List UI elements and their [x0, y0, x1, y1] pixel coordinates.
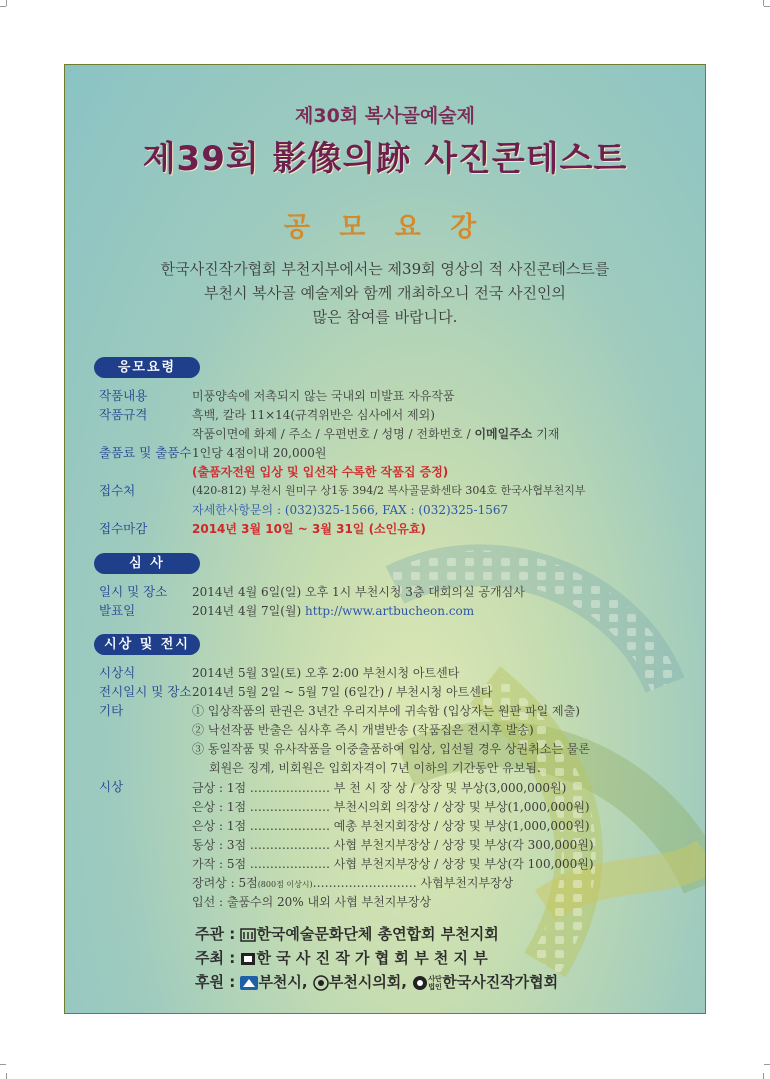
prize-rank: 장려상 : 5점	[192, 876, 258, 890]
guidelines-heading: 공 모 요 강	[283, 212, 487, 243]
exhibit-label: 전시일시 및 장소	[99, 684, 192, 699]
host-label: 주관 :	[195, 925, 241, 943]
fee-label: 출품료 및 출품수	[99, 445, 192, 460]
host-value: 한국예술문화단체 총연합회 부천지회	[256, 925, 499, 943]
crop-mark	[6, 1073, 15, 1079]
prize-detail: 부천시의회 의장상 / 상장 및 부상(1,000,000원)	[329, 800, 590, 814]
exhibit-value: 2014년 5월 2일 ~ 5월 7일 (6일간) / 부천시청 아트센타	[192, 685, 493, 699]
spec-label: 작품규격	[99, 407, 148, 422]
prize-detail: 예총 부천지회장상 / 상장 및 부상(1,000,000원)	[329, 819, 590, 833]
crop-mark	[6, 0, 15, 6]
city-council-logo-icon	[313, 975, 329, 991]
intro-line: 부천시 복사골 예술제와 함께 개최하오니 전국 사진인의	[204, 284, 566, 302]
support-association: 한국사진작가협회	[442, 973, 559, 991]
crop-mark	[764, 6, 770, 15]
prize-label: 시상	[99, 779, 124, 794]
intro-paragraph	[65, 257, 705, 329]
announce-date: 2014년 4월 7일(월)	[192, 604, 305, 618]
review-date-value: 2014년 4월 6일(일) 오후 1시 부천시청 3층 대회의실 공개심사	[192, 585, 525, 599]
contest-poster	[64, 64, 706, 1014]
prize-silver-1: 은상 : 1점 ‥‥‥‥‥‥‥‥‥‥ 부천시의회 의장상 / 상장 및 부상(1,000,000원)	[192, 800, 590, 814]
deadline-value: 2014년 3월 10일 ~ 3월 31일 (소인유효)	[192, 522, 426, 536]
crop-mark	[0, 1064, 6, 1073]
fee-value: 1인당 4점이내 20,000원	[192, 446, 327, 460]
prize-detail: 사협 부천지부장상 / 상장 및 부상(각 100,000원)	[329, 857, 594, 871]
section-application-badge: 응모요령	[94, 357, 200, 378]
back-info-value	[192, 426, 559, 442]
etc-item: 회원은 징계, 비회원은 입회자격이 7년 이하의 기간동안 유보됨.	[209, 761, 541, 775]
review-date-label: 일시 및 장소	[99, 584, 168, 599]
fee-note: (출품자전원 입상 및 입선작 수록한 작품집 증정)	[192, 465, 449, 479]
ceremony-value: 2014년 5월 3일(토) 오후 2:00 부천시청 아트센타	[192, 666, 460, 680]
content-label: 작품내용	[99, 388, 148, 403]
prize-detail: 사협 부천지부장상 / 상장 및 부상(각 300,000원)	[329, 838, 594, 852]
etc-item: ② 낙선작품 반출은 심사후 즉시 개별반송 (작품집은 전시후 발송)	[192, 723, 534, 737]
bucheon-city-logo-icon	[240, 975, 258, 991]
crop-mark	[764, 1064, 770, 1073]
etc-item: ③ 동일작품 및 유사작품을 이중출품하여 입상, 입선될 경우 상권취소는 물론	[192, 742, 590, 756]
spec-value: 흑백, 칼라 11×14(규격위반은 심사에서 제외)	[192, 408, 435, 422]
organizer-value: 한 국 사 진 작 가 협 회 부 천 지 부	[256, 949, 488, 967]
etc-item: ① 입상작품의 판권은 3년간 우리지부에 귀속함 (입상자는 원판 파일 제출)	[192, 704, 580, 718]
host-line	[195, 923, 499, 944]
prize-rank: 동상 : 3점	[192, 838, 250, 852]
prize-rank: 은상 : 1점	[192, 819, 250, 833]
back-info-text: 작품이면에 화제 / 주소 / 우편번호 / 성명 / 전화번호 /	[192, 427, 475, 441]
prize-note: (800점 이상시)	[257, 880, 313, 889]
ceremony-label: 시상식	[99, 665, 136, 680]
deadline-label: 접수마감	[99, 521, 148, 536]
prize-rank: 금상 : 1점	[192, 781, 250, 795]
photo-association-logo-icon	[240, 951, 256, 967]
place-value: (420-812) 부천시 원미구 상1동 394/2 복사골문화센타 304호 한국사협부천지부	[192, 484, 586, 497]
support-line	[195, 971, 558, 992]
organizer-label: 주최 :	[195, 949, 241, 967]
crop-mark	[755, 0, 764, 6]
association-emblem-icon	[412, 975, 428, 991]
festival-subtitle: 제30회 복사골예술제	[295, 105, 475, 127]
prize-silver-2: 은상 : 1점 ‥‥‥‥‥‥‥‥‥‥ 예총 부천지회장상 / 상장 및 부상(1,000,000원)	[192, 819, 590, 833]
email-emphasis: 이메일주소	[474, 427, 533, 441]
intro-line: 많은 참여를 바랍니다.	[312, 308, 458, 326]
prize-honorable: 가작 : 5점 ‥‥‥‥‥‥‥‥‥‥ 사협 부천지부장상 / 상장 및 부상(각 100,000원)	[192, 857, 594, 871]
prize-rank: 은상 : 1점	[192, 800, 250, 814]
support-bucheon-city: 부천시,	[258, 973, 313, 991]
yechong-logo-icon	[240, 927, 256, 943]
prize-bronze: 동상 : 3점 ‥‥‥‥‥‥‥‥‥‥ 사협 부천지부장상 / 상장 및 부상(각 300,000원)	[192, 838, 594, 852]
announce-label: 발표일	[99, 603, 136, 618]
section-review-badge: 심 사	[94, 553, 200, 574]
organizer-line	[195, 947, 488, 968]
inquiry-text: 자세한사항문의 : (032)325-1566, FAX : (032)325-1567	[192, 503, 509, 517]
prize-detail: 사협부천지부장상	[416, 876, 514, 890]
etc-label: 기타	[99, 703, 124, 718]
corporation-tag: 사단 법인	[428, 974, 442, 991]
announce-value	[192, 603, 474, 619]
back-info-suffix: 기재	[532, 427, 560, 441]
prize-encouragement: 장려상 : 5점(800점 이상시)‥‥‥‥‥‥‥‥‥‥‥‥‥ 사협부천지부장상	[192, 876, 514, 890]
intro-line: 한국사진작가협회 부천지부에서는 제39회 영상의 적 사진콘테스트를	[160, 260, 610, 278]
prize-gold: 금상 : 1점 ‥‥‥‥‥‥‥‥‥‥ 부 천 시 장 상 / 상장 및 부상(3,000,000원)	[192, 781, 567, 795]
support-label: 후원 :	[195, 973, 241, 991]
contest-title: 제39회 影像의跡 사진콘테스트	[142, 139, 628, 179]
prize-selected: 입선 : 출품수의 20% 내외 사협 부천지부장상	[192, 895, 432, 909]
crop-mark	[755, 1073, 764, 1079]
website-link[interactable]: http://www.artbucheon.com	[304, 604, 475, 618]
crop-mark	[0, 6, 6, 15]
place-label: 접수처	[99, 483, 136, 498]
section-awards-badge: 시상 및 전시	[94, 634, 200, 655]
prize-rank: 가작 : 5점	[192, 857, 250, 871]
content-value: 미풍양속에 저촉되지 않는 국내외 미발표 자유작품	[192, 389, 455, 403]
prize-detail: 부 천 시 장 상 / 상장 및 부상(3,000,000원)	[329, 781, 567, 795]
support-city-council: 부천시의회,	[328, 973, 413, 991]
